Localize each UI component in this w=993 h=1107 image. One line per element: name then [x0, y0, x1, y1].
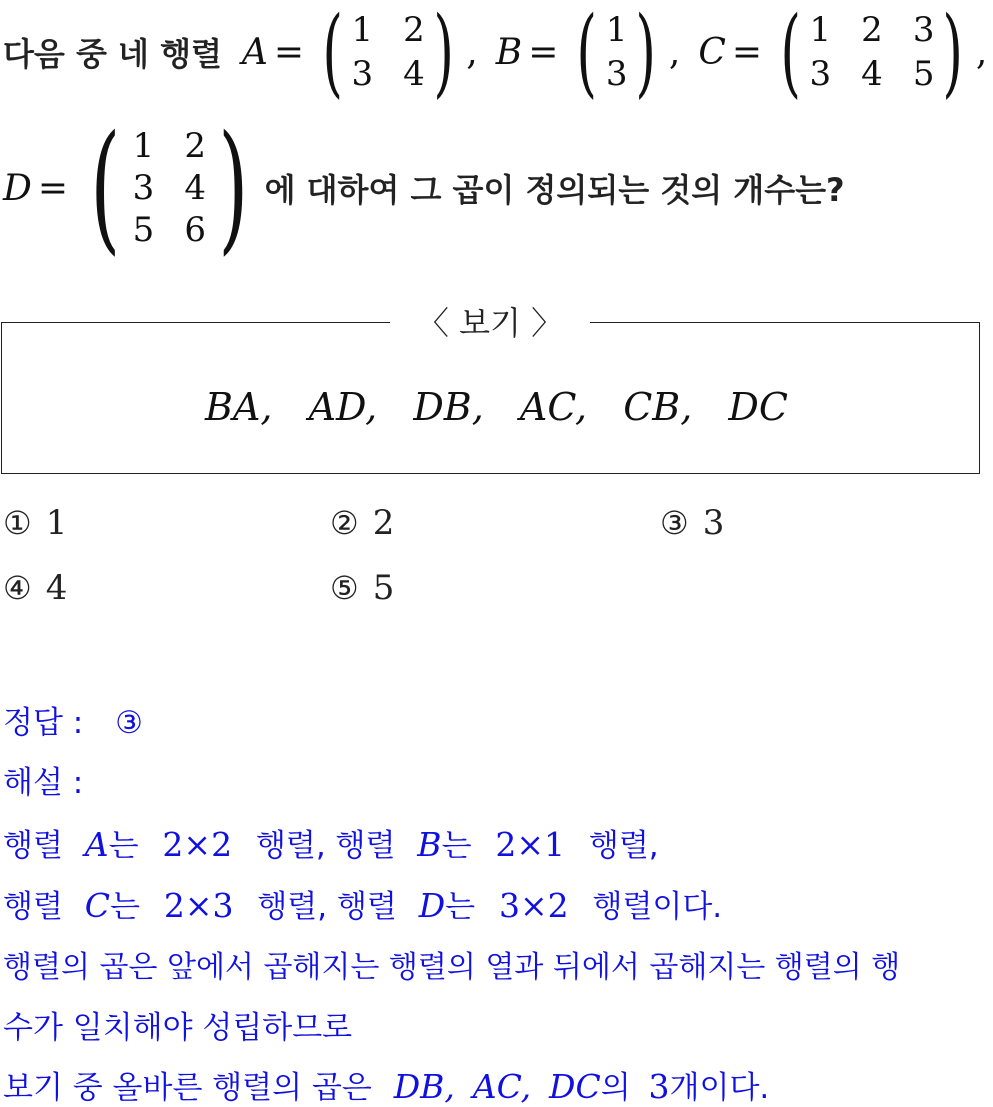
choice-4[interactable]: ④ 4: [3, 568, 68, 608]
matrix-C: ( 1 2 3 3 4 5 ): [780, 0, 964, 108]
question-text-2: 에 대하여 그 곱이 정의되는 것의 개수는?: [264, 171, 845, 209]
matrix-B-name: B: [495, 31, 523, 73]
solution-line-1: 행렬 A는 2×2 행렬, 행렬 B는 2×1 행렬,: [3, 825, 659, 864]
bogi-item: CB,: [623, 385, 693, 429]
question-line-1: 다음 중 네 행렬 A = ( 1 2 3 4 ) , B = ( 1 3 ) , C = ( 1 2 3 3 4 5 ) ,: [3, 0, 988, 108]
solution-line-4: 수가 일치해야 성립하므로: [3, 1010, 353, 1046]
matrix-D: ( 1 2 3 4 5 6 ): [90, 106, 249, 269]
bogi-item: DB,: [413, 385, 484, 429]
solution-line-2: 행렬 C는 2×3 행렬, 행렬 D는 3×2 행렬이다.: [3, 886, 723, 925]
explain-label: 해설 :: [3, 765, 84, 801]
solution-line-5: 보기 중 올바른 행렬의 곱은 DB, AC, DC의 3개이다.: [3, 1067, 770, 1106]
choice-2[interactable]: ② 2: [330, 503, 395, 543]
matrix-C-name: C: [698, 31, 726, 73]
bogi-item: BA,: [205, 385, 273, 429]
choice-5[interactable]: ⑤ 5: [330, 568, 395, 608]
question-line-2: D = ( 1 2 3 4 5 6 ) 에 대하여 그 곱이 정의되는 것의 개수는?: [3, 106, 845, 269]
choice-1[interactable]: ① 1: [3, 503, 68, 543]
matrix-A-name: A: [241, 31, 268, 73]
question-text-1: 다음 중 네 행렬: [3, 35, 222, 73]
bogi-item: AC,: [519, 385, 588, 429]
matrix-B: ( 1 3 ): [576, 0, 657, 108]
choice-3[interactable]: ③ 3: [660, 503, 725, 543]
bogi-item: DC: [728, 385, 788, 429]
answer-value: ③: [115, 705, 143, 741]
matrix-D-name: D: [3, 167, 32, 209]
bogi-items: [0, 385, 993, 429]
solution-line-3: 행렬의 곱은 앞에서 곱해지는 행렬의 열과 뒤에서 곱해지는 행렬의 행: [3, 950, 901, 985]
bogi-title: 〈 보기 〉: [390, 301, 590, 345]
matrix-A: ( 1 2 3 4 ): [322, 0, 454, 108]
bogi-item: AD,: [308, 385, 378, 429]
answer-line: [3, 697, 143, 742]
answer-label: 정답 :: [3, 705, 84, 741]
